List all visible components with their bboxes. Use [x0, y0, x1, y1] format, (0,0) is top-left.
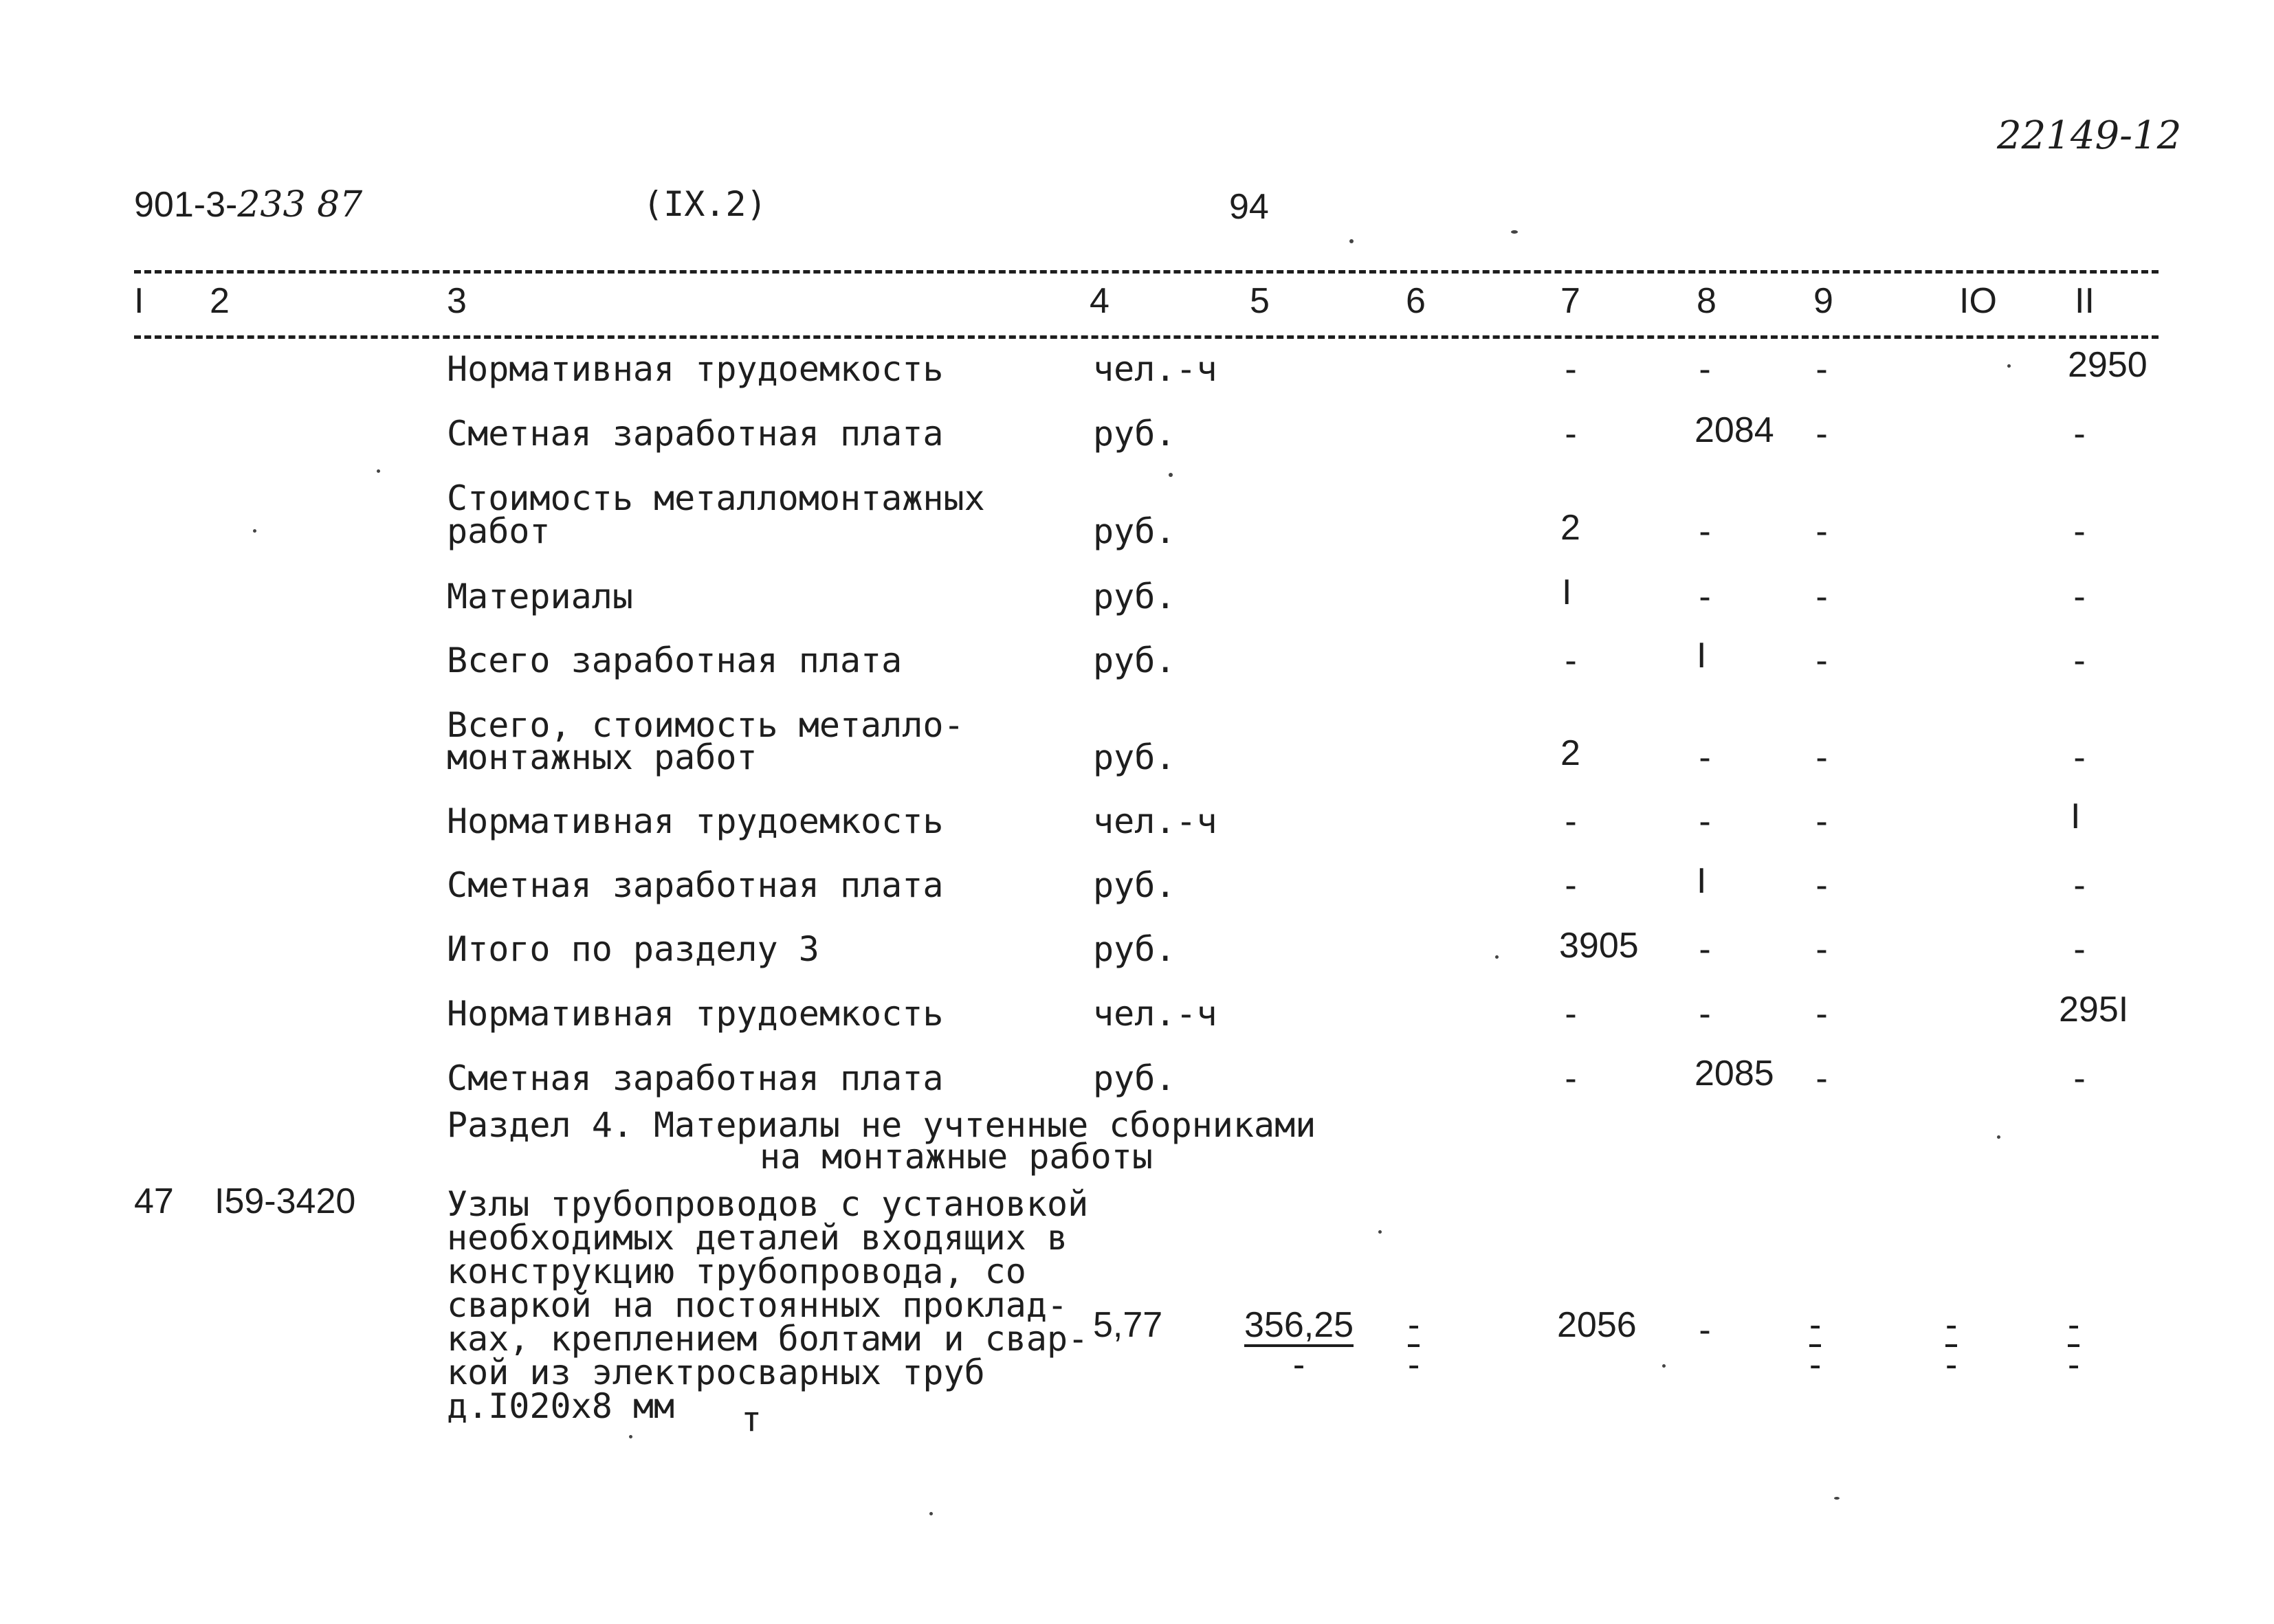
row-unit: руб. — [1093, 414, 1176, 454]
cell-col9: - — [1811, 737, 1833, 777]
cell-col11 — [2068, 1307, 2079, 1383]
column-header: 3 — [447, 281, 467, 321]
item-quantity: 5,77 — [1093, 1305, 1163, 1345]
cell-col11: - — [2069, 929, 2090, 969]
scan-speck — [1511, 230, 1518, 234]
row-description: Материалы — [447, 577, 633, 616]
row-unit: чел.-ч — [1093, 801, 1217, 841]
cell-col7: - — [1560, 1058, 1582, 1098]
cell-col8: 2085 — [1695, 1054, 1774, 1093]
row-unit: руб. — [1093, 511, 1176, 551]
item-unit: т — [741, 1399, 762, 1439]
table-header-top-rule — [134, 270, 2159, 274]
row-unit: руб. — [1093, 577, 1176, 616]
cell-col7: - — [1560, 801, 1582, 841]
cell-col8: - — [1695, 994, 1716, 1034]
cell-col7: I — [1562, 572, 1572, 612]
cell-col11: 2950 — [2068, 345, 2148, 385]
cell-col9: - — [1811, 801, 1833, 841]
cell-col11: 295I — [2059, 990, 2129, 1030]
cell-col9: - — [1811, 641, 1833, 680]
item-number: 47 — [134, 1181, 174, 1221]
item-description-line: необходимых деталей входящих в — [447, 1218, 1068, 1258]
scan-speck — [929, 1512, 933, 1515]
row-unit: руб. — [1093, 865, 1176, 905]
row-description: Сметная заработная плата — [447, 414, 944, 454]
item-description-line: конструкцию трубопровода, со — [447, 1252, 1026, 1291]
scan-speck — [1997, 1135, 2000, 1139]
cell-col11: - — [2069, 737, 2090, 777]
cell-col8: - — [1695, 577, 1716, 616]
cell-col8: - — [1695, 737, 1716, 777]
cell-col6-top: - — [1408, 1307, 1420, 1347]
row-unit: руб. — [1093, 641, 1176, 680]
cell-col8: 2084 — [1695, 410, 1774, 450]
cell-col9: - — [1811, 929, 1833, 969]
cell-col7: - — [1560, 994, 1582, 1034]
column-header: 7 — [1560, 281, 1580, 321]
section-reference: (IX.2) — [643, 184, 767, 224]
row-description-line2: работ — [447, 511, 551, 551]
cell-col7: 2 — [1560, 508, 1580, 548]
row-description: Нормативная трудоемкость — [447, 801, 944, 841]
item-description-line: кой из электросварных труб — [447, 1353, 985, 1392]
item-description-line: д.I020х8 мм — [447, 1386, 675, 1426]
row-description: Сметная заработная плата — [447, 865, 944, 905]
cell-col11: I — [2071, 797, 2081, 836]
cell-col7: 2 — [1560, 733, 1580, 773]
cell-col9-bottom: - — [1809, 1345, 1822, 1385]
cell-col7: - — [1560, 349, 1582, 389]
scan-speck — [377, 469, 380, 473]
row-unit: руб. — [1093, 737, 1176, 777]
row-description-line2: монтажных работ — [447, 737, 758, 777]
row-description: Всего заработная плата — [447, 641, 903, 680]
cell-col11: - — [2069, 641, 2090, 680]
document-code-handwritten: 233 87 — [237, 184, 363, 225]
item-code: I59-3420 — [214, 1181, 356, 1221]
cell-col8: - — [1695, 349, 1716, 389]
row-description-line1: Всего, стоимость металло- — [447, 705, 964, 745]
cell-col9: - — [1811, 994, 1833, 1034]
scan-speck — [1495, 955, 1499, 959]
cell-col10-bottom: - — [1945, 1345, 1958, 1385]
cell-col8: - — [1695, 511, 1716, 551]
column-header: 9 — [1813, 281, 1833, 321]
cell-col7: - — [1560, 865, 1582, 905]
cell-col7: 3905 — [1559, 926, 1639, 966]
scan-speck — [1169, 473, 1173, 477]
cell-col11: - — [2069, 865, 2090, 905]
cell-col9: - — [1811, 1058, 1833, 1098]
item-description-line: Узлы трубопроводов с установкой — [447, 1184, 1089, 1224]
cell-col8: - — [1695, 929, 1716, 969]
cell-col7: 2056 — [1557, 1305, 1637, 1345]
cell-col5-top: 356,25 — [1244, 1307, 1354, 1347]
cell-col5-bottom: - — [1292, 1345, 1305, 1385]
cell-col7: - — [1560, 641, 1582, 680]
cell-col10-top: - — [1945, 1307, 1957, 1347]
row-description: Сметная заработная плата — [447, 1058, 944, 1098]
cell-col11-bottom: - — [2068, 1345, 2080, 1385]
row-unit: чел.-ч — [1093, 349, 1217, 389]
cell-col11: - — [2069, 1058, 2090, 1098]
cell-col11: - — [2069, 414, 2090, 454]
scan-speck — [1662, 1364, 1666, 1368]
item-description-line: ках, креплением болтами и свар- — [447, 1319, 1089, 1359]
cell-col9: - — [1811, 349, 1833, 389]
row-unit: чел.-ч — [1093, 994, 1217, 1034]
row-description: Нормативная трудоемкость — [447, 349, 944, 389]
cell-col7: - — [1560, 414, 1582, 454]
cell-col9: - — [1811, 577, 1833, 616]
column-header: IO — [1959, 281, 1997, 321]
cell-col8: I — [1697, 861, 1707, 901]
cell-col11-top: - — [2068, 1307, 2079, 1347]
scan-speck — [2007, 364, 2011, 368]
cell-col6-bottom: - — [1408, 1345, 1420, 1385]
scan-speck — [1834, 1497, 1840, 1500]
item-description-line: сваркой на постоянных проклад- — [447, 1285, 1068, 1325]
column-header: 5 — [1250, 281, 1270, 321]
handwritten-document-id: 22149-12 — [1997, 113, 2182, 158]
column-header: 2 — [210, 281, 230, 321]
cell-col8: I — [1697, 636, 1707, 676]
cell-col9: - — [1811, 414, 1833, 454]
row-description: Итого по разделу 3 — [447, 929, 819, 969]
document-code — [134, 184, 363, 225]
scan-speck — [1378, 1230, 1382, 1234]
row-unit: руб. — [1093, 1058, 1176, 1098]
column-header: I — [134, 281, 144, 321]
cell-col9-top: - — [1809, 1307, 1821, 1347]
cell-col8: - — [1695, 1310, 1716, 1350]
cell-col10 — [1945, 1307, 1957, 1383]
cell-col11: - — [2069, 577, 2090, 616]
cell-col9: - — [1811, 865, 1833, 905]
row-description: Нормативная трудоемкость — [447, 994, 944, 1034]
column-header: II — [2075, 281, 2095, 321]
scan-speck — [1349, 239, 1354, 243]
cell-col9: - — [1811, 511, 1833, 551]
row-unit: руб. — [1093, 929, 1176, 969]
section-heading-line2: на монтажные работы — [760, 1137, 1153, 1177]
scan-speck — [253, 529, 256, 533]
cell-col8: - — [1695, 801, 1716, 841]
scan-speck — [629, 1435, 632, 1438]
cell-col6 — [1408, 1307, 1420, 1383]
section-heading-line1: Раздел 4. Материалы не учтенные сборниками — [447, 1105, 1316, 1145]
item-description — [447, 1184, 1089, 1426]
cell-col9 — [1809, 1307, 1821, 1383]
cell-col5 — [1244, 1307, 1354, 1383]
column-header: 8 — [1697, 281, 1716, 321]
document-code-printed: 901-3- — [134, 185, 238, 225]
page-number: 94 — [1229, 187, 1269, 227]
column-header: 6 — [1406, 281, 1426, 321]
row-description-line1: Стоимость металломонтажных — [447, 478, 985, 518]
cell-col11: - — [2069, 511, 2090, 551]
column-header: 4 — [1090, 281, 1110, 321]
table-header-bottom-rule — [134, 335, 2159, 339]
